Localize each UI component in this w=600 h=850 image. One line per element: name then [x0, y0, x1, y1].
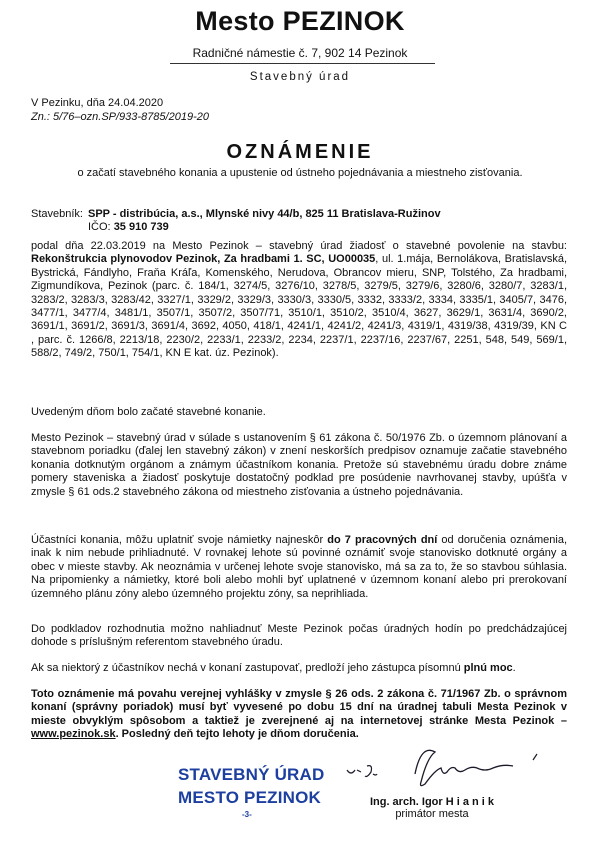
reference-number: Zn.: 5/76–ozn.SP/933-8785/2019-20: [31, 111, 209, 123]
applicant-name: SPP - distribúcia, a.s., Mlynské nivy 44/b, 825 11 Bratislava-Ružinov: [88, 208, 441, 220]
paragraph-application: [31, 240, 567, 361]
paragraph-legal-basis: Mesto Pezinok – stavebný úrad v súlade s ustanovením § 61 zákona č. 50/1976 Zb. o územnom plánovaní a stavebnom poriadku (ďalej len stavebný zákon) v znení neskorších predpisov oznamuje začatie stavebného konania dotknutým orgánom a známym účastníkom konania. Pretože sú stavebnému úradu dobre známe pomery staveniska a žiadosť poskytuje dostatočný podklad pre posúdenie navrhovanej stavby, upúšťa v zmysle § 61 ods.2 stavebného zákona od miestneho zisťovania a ústneho pojednávania.: [31, 432, 567, 498]
paragraph-representation: [31, 662, 567, 675]
public-notice-text: Toto oznámenie má povahu verejnej vyhlášky v zmysle § 26 ods. 2 zákona č. 71/1967 Zb. o správnom konaní (správny poriadok) musí byť vyvesené po dobu 15 dní na úradnej tabuli Mesta Pezinok v mieste obvyklým spôsobom a taktiež je zverejnené aj na internetovej stránke Mesta Pezinok –: [31, 688, 567, 727]
ico-label: IČO:: [88, 221, 111, 233]
office-stamp: [178, 765, 328, 819]
ico-value: 35 910 739: [113, 221, 169, 233]
header-divider: [170, 63, 435, 64]
objections-text-b: od doručenia oznámenia, inak k nim nebude prihliadnuté. V rovnakej lehote sú povinné oznámiť svoje stanovisko dotknuté orgány a obec v mieste stavby. Ak neoznámia v určenej lehote svoje stanovisko, má sa za to, že so stavbou súhlasia. Na pripomienky a námietky, ktoré boli alebo mohli byť uplatnené v územnom konaní alebo pri prerokovaní územného plánu zóny alebo územného projektu zóny, sa neprihliada.: [31, 534, 568, 600]
website-link[interactable]: www.pezinok.sk: [31, 728, 116, 741]
signatory-name: Ing. arch. Igor H i a n i k: [369, 796, 495, 808]
paragraph-public-notice: [31, 688, 567, 742]
notice-heading: OZNÁMENIE: [226, 141, 374, 163]
power-of-attorney: plnú moc: [463, 662, 513, 674]
notice-subheading: o začatí stavebného konania a upustenie od ústneho pojednávania a miestneho zisťovania.: [77, 167, 523, 179]
application-intro: podal dňa 22.03.2019 na Mesto Pezinok – stavebný úrad žiadosť o stavebné povolenie na stavbu:: [31, 240, 567, 252]
paragraph-started: Uvedeným dňom bolo začaté stavebné konanie.: [31, 406, 266, 418]
page-title: Mesto PEZINOK: [195, 6, 405, 36]
signatory: [352, 796, 512, 820]
signatory-role: primátor mesta: [395, 808, 469, 820]
representation-text: Ak sa niektorý z účastníkov nechá v konaní zastupovať, predloží jeho zástupca písomnú: [31, 662, 464, 674]
paragraph-documents: Do podkladov rozhodnutia možno nahliadnuť Meste Pezinok počas úradných hodín po predchádzajúcej dohode s príslušným referentom stavebného úradu.: [31, 623, 567, 649]
office-name: Stavebný úrad: [249, 71, 351, 83]
public-notice-end: . Posledný deň tejto lehoty je dňom doručenia.: [115, 728, 359, 741]
stamp-line-3: -3-: [242, 810, 252, 819]
project-name: Rekonštrukcia plynovodov Pezinok, Za hradbami 1. SC, UO00035: [31, 253, 376, 266]
objections-text-a: Účastníci konania, môžu uplatniť svoje námietky najneskôr: [31, 534, 328, 546]
applicant-ico: [88, 221, 169, 233]
municipal-address: Radničné námestie č. 7, 902 14 Pezinok: [192, 46, 408, 60]
objections-deadline: do 7 pracovných dní: [327, 534, 438, 546]
paragraph-objections: [31, 534, 567, 601]
stamp-line-2: MESTO PEZINOK: [178, 788, 322, 807]
applicant-label: Stavebník:: [31, 208, 83, 220]
place-date: V Pezinku, dňa 24.04.2020: [31, 97, 164, 109]
stamp-line-1: STAVEBNÝ ÚRAD: [178, 765, 325, 784]
representation-end: .: [512, 662, 516, 674]
project-parcels: , ul. 1.mája, Bernolákova, Bratislavská, Bystrická, Fándlyho, Fraňa Kráľa, Komenského, Nerudova, Obrancov mieru, SNP, Tolstého, Za hradbami, Zigmundíkova, Pezinok (parc. č. 184/1, 3274/5, 3276/10, 3278/5, 3279/5, 3279/6, 3280/6, 3280/7, 3283/1, 3283/2, 3283/3, 3283/42, 3327/1, 3329/2, 3329/3, 3330/3, 3330/5, 3332, 3333/2, 3334, 3335/1, 3405/7, 3476, 3477/1, 3477/4, 3481/1, 3507/1, 3507/2, 3507/71, 3510/1, 3510/2, 3510/4, 3627, 3629/1, 3631/4, 3690/2, 3691/1, 3691/2, 3691/3, 3691/4, 3692, 4050, 418/1, 4241/1, 4241/2, 4241/3, 4319/1, 4319/38, 4319/39, KN C , parc. č. 1266/8, 2213/18, 2230/2, 2233/1, 2233/2, 2234, 2237/1, 2237/16, 2237/67, 2251, 548, 549, 569/1, 588/2, 749/2, 750/1, 754/1, KN E kat. úz. Pezinok).: [31, 253, 567, 360]
handwritten-signature: [345, 740, 565, 790]
